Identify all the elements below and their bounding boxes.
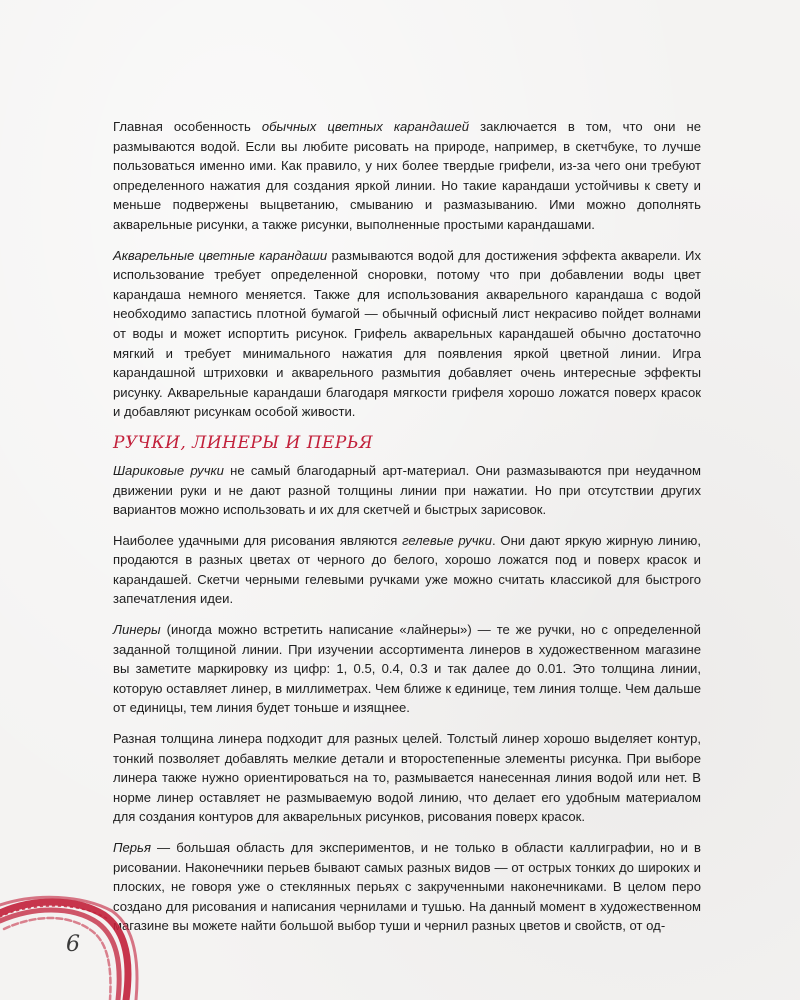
paragraph-emphasis: Перья bbox=[113, 840, 151, 855]
paragraph-gel-pens bbox=[113, 531, 701, 609]
paragraph-emphasis: Шариковые ручки bbox=[113, 462, 224, 478]
paragraph-emphasis: гелевые ручки bbox=[402, 532, 493, 548]
paragraph-ballpoint-pens bbox=[113, 461, 701, 520]
paragraph-text: . Они дают яркую жирную линию, продаются в разных цветах от черного до белого, хорошо ложатся под и поверх красок и карандашей. Скетчи черными гелевыми ручками уже можно считать классикой для быстрого запечатления идеи. bbox=[113, 532, 701, 607]
paragraph-text: — большая область для экспериментов, и не только в области каллиграфии, но и в рисовании. Наконечники перьев бывают самых разных видов — от острых тонких до широких и плоских, не говоря уже о стеклянных перьях с закрученными наконечниками. В целом перо создано для рисования и написания чернилами и тушью. На данный момент в художественном магазине вы можете найти большой выбор туши и чернил разных цветов и свойств, от од- bbox=[113, 840, 701, 934]
paragraph-liners bbox=[113, 620, 701, 718]
section-heading: РУЧКИ, ЛИНЕРЫ И ПЕРЬЯ bbox=[113, 432, 374, 453]
paragraph-nibs bbox=[113, 838, 701, 936]
page-number: 6 bbox=[66, 932, 80, 957]
paragraph-watercolor-pencils bbox=[113, 246, 701, 422]
paragraph-emphasis: обычных цветных карандашей bbox=[261, 119, 470, 134]
paragraph-liner-thickness bbox=[113, 729, 701, 827]
paragraph-text: (иногда можно встретить написание «лайнеры») — те же ручки, но с определенной заданной толщиной линии. При изучении ассортимента линеров в художественном магазине вы заметите маркировку из цифр: 1, 0.5, 0.4, 0.3 и так далее до 0.01. Это толщина линии, которую оставляет линер, в миллиметрах. Чем ближе к единице, тем линия толще. Чем дальше от единицы, тем линия будет тоньше и изящнее. bbox=[113, 622, 701, 716]
paragraph-text: Разная толщина линера подходит для разных целей. Толстый линер хорошо выделяет контур, тонкий позволяет добавлять мелкие детали и второстепенные элементы рисунка. При выборе линера также нужно ориентироваться на то, размывается нанесенная линия водой или нет. В норме линер оставляет не размываемую водой линию, что делает его удобным материалом для создания контуров для акварельных рисунков, рисования поверх красок. bbox=[113, 731, 701, 825]
paragraph-text: Наиболее удачными для рисования являются bbox=[113, 532, 403, 548]
paragraph-text: не самый благодарный арт-материал. Они размазываются при неудачном движении руки и не дают разной толщины линии при нажатии. Но при отсутствии других вариантов можно использовать и их для скетчей и быстрых зарисовок. bbox=[113, 462, 702, 518]
paragraph-text: Главная особенность bbox=[113, 119, 262, 134]
paragraph-text: размываются водой для достижения эффекта акварели. Их использование требует определенной сноровки, потому что при добавлении воды цвет карандаша немного меняется. Также для использования акварельного карандаша с водой необходимо запастись плотной бумагой — обычный офисный лист некрасиво пойдет волнами от воды и может испортить рисунок. Грифель акварельных карандашей обычно достаточно мягкий и требует минимального нажатия для появления яркой цветной линии. Игра карандашной штриховки и акварельного размытия добавляет очень интересные эффекты рисунку. Акварельные карандаши благодаря мягкости грифеля хорошо ложатся поверх красок и добавляют рисункам особой живости. bbox=[113, 247, 701, 420]
paragraph-emphasis: Акварельные цветные карандаши bbox=[113, 247, 328, 263]
paragraph-text: заключается в том, что они не размываются водой. Если вы любите рисовать на природе, например, в скетчбуке, то лучше пользоваться именно ими. Как правило, у них более твердые грифели, из-за чего они требуют определенного нажатия для создания яркой линии. Но такие карандаши устойчивы к свету и меньше подвержены выцветанию, смыванию и размазыванию. Ими можно дополнять акварельные рисунки, а также рисунки, выполненные простыми карандашами. bbox=[113, 119, 701, 232]
paragraph-colored-pencils bbox=[113, 117, 701, 235]
main-text-column bbox=[113, 117, 701, 947]
paragraph-emphasis: Линеры bbox=[113, 622, 161, 638]
